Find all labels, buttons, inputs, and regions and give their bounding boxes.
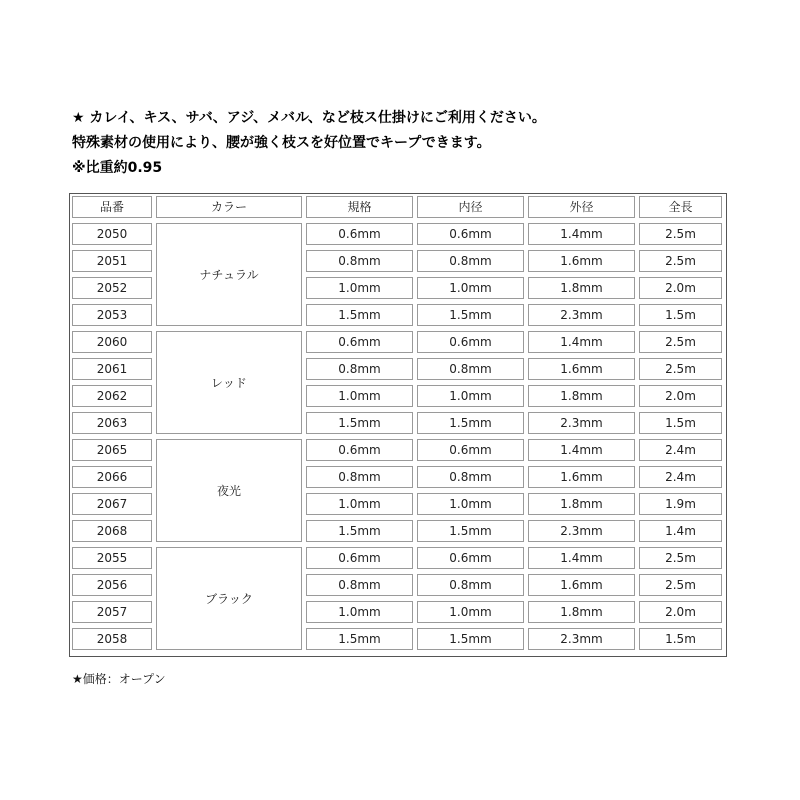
cell-total-length: 2.5m xyxy=(639,358,722,380)
cell-outer-diameter: 1.8mm xyxy=(528,277,635,299)
cell-part-number: 2065 xyxy=(72,439,152,461)
intro-text xyxy=(72,106,772,181)
cell-inner-diameter: 0.8mm xyxy=(417,466,524,488)
cell-total-length: 2.0m xyxy=(639,277,722,299)
cell-color-group: 夜光 xyxy=(156,439,302,542)
cell-part-number: 2056 xyxy=(72,574,152,596)
cell-part-number: 2066 xyxy=(72,466,152,488)
cell-part-number: 2051 xyxy=(72,250,152,272)
cell-total-length: 2.5m xyxy=(639,547,722,569)
cell-outer-diameter: 1.6mm xyxy=(528,250,635,272)
cell-size: 0.8mm xyxy=(306,466,413,488)
cell-part-number: 2050 xyxy=(72,223,152,245)
cell-color-group: ブラック xyxy=(156,547,302,650)
cell-outer-diameter: 2.3mm xyxy=(528,628,635,650)
cell-outer-diameter: 1.6mm xyxy=(528,358,635,380)
header-inner-diameter: 内径 xyxy=(417,196,524,218)
cell-total-length: 2.0m xyxy=(639,601,722,623)
price-note: ★価格：オープン xyxy=(72,672,166,686)
spec-table-body xyxy=(72,223,722,650)
cell-color-group: ナチュラル xyxy=(156,223,302,326)
cell-total-length: 1.5m xyxy=(639,304,722,326)
cell-inner-diameter: 1.5mm xyxy=(417,304,524,326)
cell-size: 0.8mm xyxy=(306,250,413,272)
cell-outer-diameter: 2.3mm xyxy=(528,412,635,434)
header-part-number: 品番 xyxy=(72,196,152,218)
cell-size: 0.8mm xyxy=(306,358,413,380)
cell-inner-diameter: 0.8mm xyxy=(417,250,524,272)
cell-total-length: 2.4m xyxy=(639,439,722,461)
cell-size: 1.0mm xyxy=(306,601,413,623)
cell-total-length: 1.5m xyxy=(639,412,722,434)
cell-size: 0.6mm xyxy=(306,547,413,569)
cell-outer-diameter: 1.4mm xyxy=(528,547,635,569)
cell-part-number: 2058 xyxy=(72,628,152,650)
cell-total-length: 2.5m xyxy=(639,574,722,596)
cell-inner-diameter: 0.8mm xyxy=(417,358,524,380)
cell-total-length: 1.4m xyxy=(639,520,722,542)
cell-total-length: 1.9m xyxy=(639,493,722,515)
cell-size: 1.0mm xyxy=(306,385,413,407)
header-total-length: 全長 xyxy=(639,196,722,218)
cell-outer-diameter: 1.8mm xyxy=(528,385,635,407)
cell-outer-diameter: 1.6mm xyxy=(528,466,635,488)
cell-size: 1.5mm xyxy=(306,412,413,434)
header-size: 規格 xyxy=(306,196,413,218)
cell-outer-diameter: 1.8mm xyxy=(528,601,635,623)
cell-outer-diameter: 1.4mm xyxy=(528,331,635,353)
cell-total-length: 2.5m xyxy=(639,223,722,245)
cell-total-length: 1.5m xyxy=(639,628,722,650)
intro-line-material: 特殊素材の使用により、腰が強く枝スを好位置でキープできます。 xyxy=(72,135,491,151)
cell-inner-diameter: 0.6mm xyxy=(417,331,524,353)
cell-color-group: レッド xyxy=(156,331,302,434)
cell-total-length: 2.4m xyxy=(639,466,722,488)
cell-outer-diameter: 1.8mm xyxy=(528,493,635,515)
cell-total-length: 2.5m xyxy=(639,250,722,272)
cell-outer-diameter: 2.3mm xyxy=(528,520,635,542)
cell-inner-diameter: 0.8mm xyxy=(417,574,524,596)
cell-inner-diameter: 1.0mm xyxy=(417,601,524,623)
cell-size: 1.5mm xyxy=(306,628,413,650)
cell-part-number: 2057 xyxy=(72,601,152,623)
intro-line-gravity: ※比重約0.95 xyxy=(72,160,163,176)
cell-size: 0.8mm xyxy=(306,574,413,596)
cell-part-number: 2061 xyxy=(72,358,152,380)
cell-inner-diameter: 1.5mm xyxy=(417,412,524,434)
cell-part-number: 2067 xyxy=(72,493,152,515)
cell-total-length: 2.5m xyxy=(639,331,722,353)
cell-size: 1.5mm xyxy=(306,304,413,326)
table-row xyxy=(72,223,722,245)
cell-outer-diameter: 1.4mm xyxy=(528,223,635,245)
header-outer-diameter: 外径 xyxy=(528,196,635,218)
cell-inner-diameter: 1.5mm xyxy=(417,628,524,650)
table-row xyxy=(72,439,722,461)
cell-size: 0.6mm xyxy=(306,331,413,353)
cell-size: 1.0mm xyxy=(306,277,413,299)
cell-inner-diameter: 1.0mm xyxy=(417,493,524,515)
cell-inner-diameter: 1.0mm xyxy=(417,385,524,407)
table-row xyxy=(72,547,722,569)
cell-outer-diameter: 1.6mm xyxy=(528,574,635,596)
table-header-row xyxy=(72,196,722,218)
cell-size: 1.0mm xyxy=(306,493,413,515)
cell-total-length: 2.0m xyxy=(639,385,722,407)
cell-part-number: 2060 xyxy=(72,331,152,353)
cell-part-number: 2053 xyxy=(72,304,152,326)
table-row xyxy=(72,331,722,353)
cell-part-number: 2052 xyxy=(72,277,152,299)
cell-part-number: 2068 xyxy=(72,520,152,542)
spec-table xyxy=(68,191,726,655)
cell-outer-diameter: 1.4mm xyxy=(528,439,635,461)
cell-size: 0.6mm xyxy=(306,223,413,245)
cell-size: 0.6mm xyxy=(306,439,413,461)
cell-part-number: 2055 xyxy=(72,547,152,569)
cell-size: 1.5mm xyxy=(306,520,413,542)
cell-outer-diameter: 2.3mm xyxy=(528,304,635,326)
cell-part-number: 2062 xyxy=(72,385,152,407)
cell-inner-diameter: 0.6mm xyxy=(417,439,524,461)
header-color: カラー xyxy=(156,196,302,218)
intro-line-species: ★ カレイ、キス、サバ、アジ、メバル、など枝ス仕掛けにご利用ください。 xyxy=(72,110,546,126)
cell-part-number: 2063 xyxy=(72,412,152,434)
cell-inner-diameter: 0.6mm xyxy=(417,223,524,245)
cell-inner-diameter: 1.0mm xyxy=(417,277,524,299)
cell-inner-diameter: 1.5mm xyxy=(417,520,524,542)
cell-inner-diameter: 0.6mm xyxy=(417,547,524,569)
